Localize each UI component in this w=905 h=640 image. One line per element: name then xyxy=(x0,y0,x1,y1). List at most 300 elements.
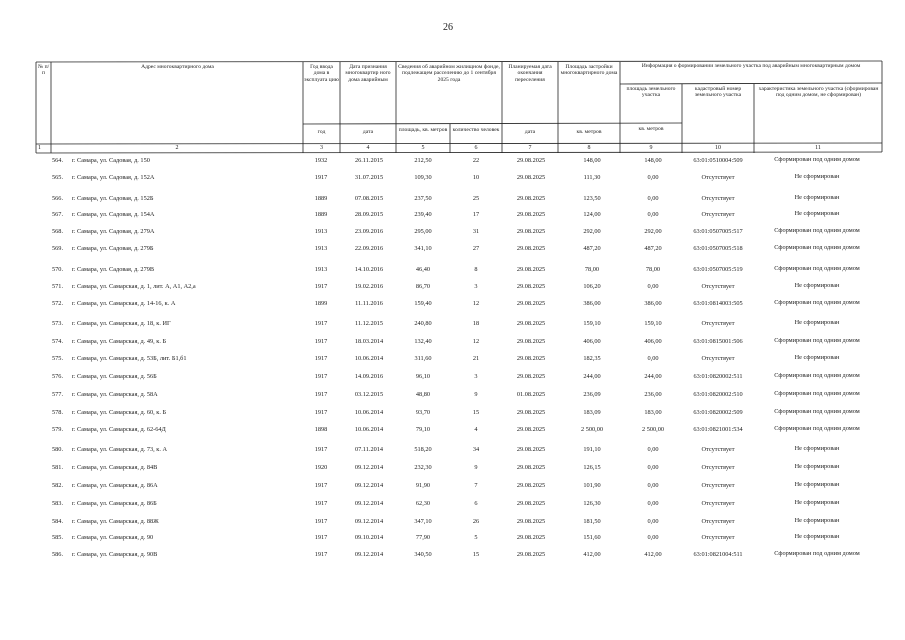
cell-build: 406,00 xyxy=(583,338,601,345)
table-row xyxy=(0,338,905,350)
cell-date: 22.09.2016 xyxy=(354,245,384,252)
cell-land: 406,00 xyxy=(644,338,662,345)
cell-area: 311,60 xyxy=(414,355,432,362)
cell-date: 14.09.2016 xyxy=(354,373,384,380)
cell-plan: 29.08.2025 xyxy=(516,355,546,362)
cell-year: 1913 xyxy=(314,266,328,273)
cell-cad: 63:01:0821001:534 xyxy=(693,426,743,433)
cell-address: г. Самара, ул. Самарская, д. 14-16, к. А xyxy=(72,300,176,307)
cell-land: 386,00 xyxy=(644,300,662,307)
cell-area: 109,30 xyxy=(414,174,432,181)
cell-char: Сформирован под одним домом xyxy=(774,228,860,234)
table-row xyxy=(0,320,905,332)
cell-address: г. Самара, ул. Самарская, д. 56Б xyxy=(72,373,157,380)
cell-build: 191,10 xyxy=(583,446,601,453)
cell-cad: Отсутствует xyxy=(701,464,735,471)
cell-plan: 29.08.2025 xyxy=(516,245,546,252)
cell-char: Не сформирован xyxy=(794,283,840,289)
cell-char: Сформирован под одним домом xyxy=(774,373,860,379)
cell-land: 0,00 xyxy=(647,534,659,541)
table-row xyxy=(0,228,905,240)
cell-cad: Отсутствует xyxy=(701,211,735,218)
table-row xyxy=(0,446,905,458)
cell-ppl: 25 xyxy=(472,195,480,202)
cell-build: 2 500,00 xyxy=(580,426,604,433)
cell-number: 585. xyxy=(52,534,64,541)
cell-address: г. Самара, ул. Самарская, д. 86А xyxy=(72,482,158,489)
cell-year: 1932 xyxy=(314,157,328,164)
cell-year: 1898 xyxy=(314,426,328,433)
cell-char: Сформирован под одним домом xyxy=(774,391,860,397)
cell-date: 10.06.2014 xyxy=(354,426,384,433)
cell-year: 1917 xyxy=(314,482,328,489)
cell-area: 212,50 xyxy=(414,157,432,164)
cell-cad: 63:01:0820002:510 xyxy=(693,391,743,398)
cell-number: 572. xyxy=(52,300,64,307)
cell-area: 295,00 xyxy=(414,228,432,235)
table-row xyxy=(0,426,905,438)
header-address: Адрес многоквартирного дома xyxy=(141,64,214,70)
cell-plan: 29.08.2025 xyxy=(516,409,546,416)
unit-area: площадь, кв. метров xyxy=(398,127,448,133)
table-row xyxy=(0,355,905,367)
cell-land: 0,00 xyxy=(647,500,659,507)
cell-char: Не сформирован xyxy=(794,464,840,470)
cell-land: 159,10 xyxy=(644,320,662,327)
cell-number: 565. xyxy=(52,174,64,181)
cell-address: г. Самара, ул. Садовая, д. 154А xyxy=(72,211,155,218)
cell-number: 582. xyxy=(52,482,64,489)
cell-char: Сформирован под одним домом xyxy=(774,426,860,432)
cell-build: 106,20 xyxy=(583,283,601,290)
cell-area: 77,90 xyxy=(415,534,431,541)
cell-ppl: 12 xyxy=(472,338,480,345)
cell-land: 0,00 xyxy=(647,211,659,218)
cell-date: 09.12.2014 xyxy=(354,500,384,507)
cell-date: 09.10.2014 xyxy=(354,534,384,541)
cell-cad: Отсутствует xyxy=(701,320,735,327)
cell-char: Не сформирован xyxy=(794,195,840,201)
cell-number: 568. xyxy=(52,228,64,235)
table-row xyxy=(0,464,905,476)
cell-number: 583. xyxy=(52,500,64,507)
cell-area: 232,30 xyxy=(414,464,432,471)
cell-area: 518,20 xyxy=(414,446,432,453)
header-recognition-date: Дата признания многоквартир ного дома аварийным xyxy=(345,64,391,83)
table-row xyxy=(0,551,905,563)
cell-build: 386,00 xyxy=(583,300,601,307)
cell-year: 1920 xyxy=(314,464,328,471)
cell-plan: 29.08.2025 xyxy=(516,228,546,235)
cell-ppl: 6 xyxy=(474,500,478,507)
cell-plan: 29.08.2025 xyxy=(516,518,546,525)
cell-build: 236,09 xyxy=(583,391,601,398)
cell-char: Сформирован под одним домом xyxy=(774,409,860,415)
cell-date: 09.12.2014 xyxy=(354,551,384,558)
cell-address: г. Самара, ул. Самарская, д. 90 xyxy=(72,534,154,541)
colnum-4: 4 xyxy=(366,145,370,151)
colnum-10: 10 xyxy=(715,145,721,151)
colnum-1: 1 xyxy=(38,145,41,151)
cell-build: 111,30 xyxy=(583,174,601,181)
table-row xyxy=(0,245,905,257)
cell-address: г. Самара, ул. Садовая, д. 279Б xyxy=(72,245,154,252)
cell-area: 132,40 xyxy=(414,338,432,345)
cell-area: 240,80 xyxy=(414,320,432,327)
cell-date: 11.11.2016 xyxy=(355,300,383,307)
cell-ppl: 9 xyxy=(474,464,478,471)
cell-build: 101,90 xyxy=(583,482,601,489)
cell-year: 1917 xyxy=(314,391,328,398)
cell-land: 2 500,00 xyxy=(641,426,665,433)
table-row xyxy=(0,391,905,403)
cell-land: 148,00 xyxy=(644,157,662,164)
cell-cad: Отсутствует xyxy=(701,500,735,507)
cell-char: Не сформирован xyxy=(794,211,840,217)
cell-date: 28.09.2015 xyxy=(354,211,384,218)
cell-land: 0,00 xyxy=(647,482,659,489)
table-row xyxy=(0,500,905,512)
cell-cad: Отсутствует xyxy=(701,482,735,489)
cell-cad: Отсутствует xyxy=(701,174,735,181)
cell-land: 0,00 xyxy=(647,174,659,181)
cell-number: 578. xyxy=(52,409,64,416)
cell-ppl: 8 xyxy=(474,266,478,273)
cell-ppl: 31 xyxy=(472,228,480,235)
cell-cad: 63:01:0820002:511 xyxy=(693,373,743,380)
header-planned-date: Планируемая дата окончания переселения xyxy=(508,64,552,83)
cell-address: г. Самара, ул. Самарская, д. 73, к. А xyxy=(72,446,168,453)
cell-year: 1917 xyxy=(314,320,328,327)
table-row xyxy=(0,300,905,312)
cell-cad: 63:01:0507005:517 xyxy=(693,228,743,235)
cell-number: 579. xyxy=(52,426,64,433)
header-fund-info: Сведения об аварийном жилищном фонде, подлежащем расселению до 1 сентября 2025 года xyxy=(398,64,500,83)
cell-area: 93,70 xyxy=(415,409,431,416)
cell-area: 237,50 xyxy=(414,195,432,202)
cell-char: Не сформирован xyxy=(794,534,840,540)
cell-build: 182,35 xyxy=(583,355,601,362)
cell-build: 78,00 xyxy=(584,266,600,273)
unit-year: год xyxy=(317,129,326,135)
header-cadastral: кадастровый номер земельного участка xyxy=(694,86,742,99)
cell-area: 91,90 xyxy=(415,482,431,489)
cell-build: 126,15 xyxy=(583,464,601,471)
table-row xyxy=(0,518,905,530)
cell-number: 574. xyxy=(52,338,64,345)
cell-address: г. Самара, ул. Садовая, д. 150 xyxy=(72,157,150,164)
cell-plan: 01.08.2025 xyxy=(516,391,546,398)
column-numbers xyxy=(0,144,905,153)
cell-area: 79,10 xyxy=(415,426,431,433)
cell-ppl: 22 xyxy=(472,157,480,164)
cell-char: Сформирован под одним домом xyxy=(774,338,860,344)
cell-year: 1917 xyxy=(314,500,328,507)
cell-plan: 29.08.2025 xyxy=(516,338,546,345)
colnum-11: 11 xyxy=(815,145,821,151)
cell-cad: Отсутствует xyxy=(701,355,735,362)
cell-date: 10.06.2014 xyxy=(354,409,384,416)
colnum-8: 8 xyxy=(587,145,591,151)
cell-area: 48,80 xyxy=(415,391,431,398)
cell-year: 1917 xyxy=(314,518,328,525)
cell-address: г. Самара, ул. Самарская, д. 60, к. Б xyxy=(72,409,167,416)
cell-address: г. Самара, ул. Самарская, д. 86Б xyxy=(72,500,157,507)
cell-cad: Отсутствует xyxy=(701,446,735,453)
cell-area: 86,70 xyxy=(415,283,431,290)
cell-year: 1917 xyxy=(314,174,328,181)
cell-land: 78,00 xyxy=(645,266,661,273)
cell-number: 570. xyxy=(52,266,64,273)
cell-year: 1889 xyxy=(314,195,328,202)
cell-date: 10.06.2014 xyxy=(354,355,384,362)
cell-year: 1917 xyxy=(314,283,328,290)
cell-land: 0,00 xyxy=(647,446,659,453)
cell-address: г. Самара, ул. Самарская, д. 49, к. Б xyxy=(72,338,167,345)
cell-plan: 29.08.2025 xyxy=(516,426,546,433)
cell-address: г. Самара, ул. Самарская, д. 1, лит. А, А1, А2,а xyxy=(72,283,196,290)
cell-year: 1917 xyxy=(314,338,328,345)
cell-plan: 29.08.2025 xyxy=(516,157,546,164)
cell-build: 123,50 xyxy=(583,195,601,202)
cell-plan: 29.08.2025 xyxy=(516,464,546,471)
cell-number: 575. xyxy=(52,355,64,362)
cell-land: 0,00 xyxy=(647,283,659,290)
cell-plan: 29.08.2025 xyxy=(516,195,546,202)
header-land-char: характеристика земельного участка (сформирован под одним домом, не сформирован) xyxy=(758,86,879,99)
cell-date: 19.02.2016 xyxy=(354,283,384,290)
cell-plan: 29.08.2025 xyxy=(516,266,546,273)
colnum-6: 6 xyxy=(474,145,478,151)
cell-ppl: 17 xyxy=(472,211,480,218)
cell-ppl: 15 xyxy=(472,409,480,416)
cell-area: 96,10 xyxy=(415,373,431,380)
cell-land: 487,20 xyxy=(644,245,662,252)
cell-plan: 29.08.2025 xyxy=(516,500,546,507)
cell-build: 292,00 xyxy=(583,228,601,235)
cell-ppl: 15 xyxy=(472,551,480,558)
cell-address: г. Самара, ул. Самарская, д. 62-64Д xyxy=(72,426,166,433)
cell-address: г. Самара, ул. Садовая, д. 152А xyxy=(72,174,155,181)
cell-build: 487,20 xyxy=(583,245,601,252)
cell-address: г. Самара, ул. Садовая, д. 152Б xyxy=(72,195,154,202)
cell-ppl: 10 xyxy=(472,174,480,181)
cell-build: 183,09 xyxy=(583,409,601,416)
cell-ppl: 7 xyxy=(474,482,478,489)
table-row xyxy=(0,195,905,207)
colnum-3: 3 xyxy=(320,145,323,151)
cell-ppl: 27 xyxy=(472,245,480,252)
cell-address: г. Самара, ул. Самарская, д. 90В xyxy=(72,551,158,558)
cell-plan: 29.08.2025 xyxy=(516,320,546,327)
cell-date: 31.07.2015 xyxy=(354,174,384,181)
cell-ppl: 18 xyxy=(472,320,480,327)
cell-number: 573. xyxy=(52,320,64,327)
cell-number: 564. xyxy=(52,157,64,164)
cell-cad: 63:01:0510004:509 xyxy=(693,157,743,164)
cell-plan: 29.08.2025 xyxy=(516,283,546,290)
cell-plan: 29.08.2025 xyxy=(516,551,546,558)
cell-land: 0,00 xyxy=(647,464,659,471)
table-row xyxy=(0,174,905,186)
cell-char: Не сформирован xyxy=(794,320,840,326)
table-row xyxy=(0,534,905,546)
cell-land: 244,00 xyxy=(644,373,662,380)
table-row xyxy=(0,266,905,278)
colnum-7: 7 xyxy=(528,145,532,151)
cell-address: г. Самара, ул. Самарская, д. 53Б, лит. Б1,б1 xyxy=(72,355,187,362)
table-row xyxy=(0,409,905,421)
cell-number: 586. xyxy=(52,551,64,558)
cell-char: Сформирован под одним домом xyxy=(774,300,860,306)
table-row xyxy=(0,283,905,295)
cell-address: г. Самара, ул. Садовая, д. 279А xyxy=(72,228,155,235)
cell-ppl: 26 xyxy=(472,518,480,525)
cell-address: г. Самара, ул. Самарская, д. 88Ж xyxy=(72,518,159,525)
cell-char: Сформирован под одним домом xyxy=(774,551,860,557)
cell-area: 159,40 xyxy=(414,300,432,307)
cell-number: 567. xyxy=(52,211,64,218)
cell-char: Не сформирован xyxy=(794,446,840,452)
cell-year: 1917 xyxy=(314,355,328,362)
cell-year: 1917 xyxy=(314,551,328,558)
header-land-info: Информация о формировании земельного участка под аварийным многоквартирным домом xyxy=(641,63,861,69)
cell-plan: 29.08.2025 xyxy=(516,446,546,453)
cell-area: 62,30 xyxy=(415,500,431,507)
header-num: № п/п xyxy=(37,64,50,77)
cell-year: 1913 xyxy=(314,228,328,235)
unit-plan-date: дата xyxy=(524,129,536,135)
cell-plan: 29.08.2025 xyxy=(516,373,546,380)
cell-address: г. Самара, ул. Самарская, д. 84В xyxy=(72,464,158,471)
cell-land: 292,00 xyxy=(644,228,662,235)
table-row xyxy=(0,157,905,169)
cell-date: 09.12.2014 xyxy=(354,464,384,471)
header-year: Год ввода дома в эксплуата цию xyxy=(304,64,339,83)
unit-date: дата xyxy=(362,129,374,135)
cell-ppl: 34 xyxy=(472,446,480,453)
colnum-2: 2 xyxy=(175,145,179,151)
cell-build: 181,50 xyxy=(583,518,601,525)
cell-year: 1917 xyxy=(314,446,328,453)
cell-number: 571. xyxy=(52,283,64,290)
cell-year: 1917 xyxy=(314,373,328,380)
cell-char: Не сформирован xyxy=(794,518,840,524)
cell-date: 26.11.2015 xyxy=(354,157,384,164)
cell-char: Сформирован под одним домом xyxy=(774,245,860,251)
cell-plan: 29.08.2025 xyxy=(516,534,546,541)
cell-plan: 29.08.2025 xyxy=(516,300,546,307)
cell-cad: 63:01:0815001:506 xyxy=(693,338,743,345)
cell-date: 18.03.2014 xyxy=(354,338,384,345)
cell-plan: 29.08.2025 xyxy=(516,482,546,489)
cell-build: 159,10 xyxy=(583,320,601,327)
cell-number: 577. xyxy=(52,391,64,398)
cell-date: 11.12.2015 xyxy=(354,320,384,327)
cell-land: 0,00 xyxy=(647,355,659,362)
cell-land: 0,00 xyxy=(647,195,659,202)
cell-date: 09.12.2014 xyxy=(354,482,384,489)
unit-sqm-land: кв. метров xyxy=(638,126,664,132)
cell-build: 244,00 xyxy=(583,373,601,380)
cell-cad: Отсутствует xyxy=(701,518,735,525)
cell-land: 236,00 xyxy=(644,391,662,398)
cell-year: 1917 xyxy=(314,409,328,416)
cell-number: 576. xyxy=(52,373,64,380)
cell-land: 412,00 xyxy=(644,551,662,558)
colnum-5: 5 xyxy=(421,145,425,151)
cell-ppl: 9 xyxy=(474,391,478,398)
cell-plan: 29.08.2025 xyxy=(516,211,546,218)
table-row xyxy=(0,373,905,385)
table-row xyxy=(0,211,905,223)
cell-ppl: 12 xyxy=(472,300,480,307)
cell-date: 07.08.2015 xyxy=(354,195,384,202)
cell-build: 151,60 xyxy=(583,534,601,541)
cell-number: 569. xyxy=(52,245,64,252)
cell-date: 09.12.2014 xyxy=(354,518,384,525)
cell-date: 23.09.2016 xyxy=(354,228,384,235)
unit-sqm: кв. метров xyxy=(576,129,602,135)
cell-address: г. Самара, ул. Садовая, д. 279В xyxy=(72,266,155,273)
cell-land: 0,00 xyxy=(647,518,659,525)
cell-cad: 63:01:0507005:518 xyxy=(693,245,743,252)
cell-char: Не сформирован xyxy=(794,174,840,180)
cell-ppl: 3 xyxy=(474,373,478,380)
cell-cad: Отсутствует xyxy=(701,283,735,290)
cell-cad: 63:01:0814003:505 xyxy=(693,300,743,307)
cell-ppl: 4 xyxy=(474,426,478,433)
cell-number: 584. xyxy=(52,518,64,525)
cell-address: г. Самара, ул. Самарская, д. 18, к. ИГ xyxy=(72,320,171,327)
cell-year: 1917 xyxy=(314,534,328,541)
cell-cad: 63:01:0821004:511 xyxy=(693,551,743,558)
cell-number: 580. xyxy=(52,446,64,453)
cell-ppl: 3 xyxy=(474,283,478,290)
cell-cad: Отсутствует xyxy=(701,195,735,202)
cell-char: Не сформирован xyxy=(794,500,840,506)
header-build-area: Площадь застройки многоквартирного дома xyxy=(560,64,618,77)
cell-number: 566. xyxy=(52,195,64,202)
cell-land: 183,00 xyxy=(644,409,662,416)
cell-number: 581. xyxy=(52,464,64,471)
cell-char: Сформирован под одним домом xyxy=(774,157,860,163)
cell-build: 148,00 xyxy=(583,157,601,164)
cell-address: г. Самара, ул. Самарская, д. 58А xyxy=(72,391,158,398)
cell-area: 239,40 xyxy=(414,211,432,218)
cell-area: 340,50 xyxy=(414,551,432,558)
cell-year: 1889 xyxy=(314,211,328,218)
cell-build: 412,00 xyxy=(583,551,601,558)
cell-date: 07.11.2014 xyxy=(354,446,384,453)
cell-cad: 63:01:0820002:509 xyxy=(693,409,743,416)
cell-char: Сформирован под одним домом xyxy=(774,266,860,272)
cell-ppl: 5 xyxy=(474,534,478,541)
page-number: 26 xyxy=(443,22,453,33)
cell-ppl: 21 xyxy=(472,355,480,362)
cell-year: 1899 xyxy=(314,300,328,307)
cell-area: 46,40 xyxy=(415,266,431,273)
unit-people: количество человек xyxy=(452,127,500,133)
table-row xyxy=(0,482,905,494)
cell-area: 341,10 xyxy=(414,245,432,252)
colnum-9: 9 xyxy=(649,145,653,151)
header-land-area: площадь земельного участка xyxy=(626,86,676,99)
cell-cad: 63:01:0507005:519 xyxy=(693,266,743,273)
cell-area: 347,10 xyxy=(414,518,432,525)
cell-date: 14.10.2016 xyxy=(354,266,384,273)
cell-char: Не сформирован xyxy=(794,482,840,488)
